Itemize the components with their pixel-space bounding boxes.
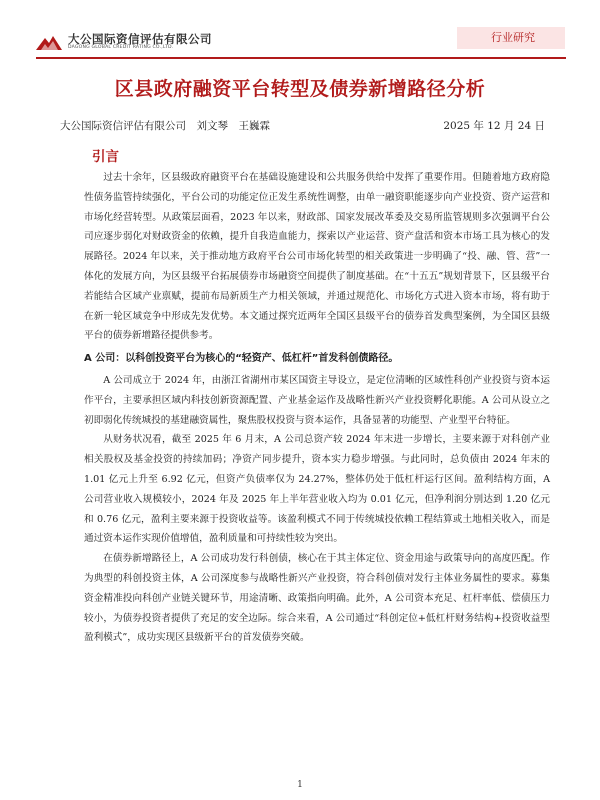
page-number: 1 xyxy=(297,780,303,790)
logo-icon xyxy=(36,34,62,50)
header-divider xyxy=(36,57,566,59)
page-title: 区县政府融资平台转型及债券新增路径分析 xyxy=(114,78,486,100)
paragraph: 从财务状况看，截至 2025 年 6 月末，A 公司总资产较 2024 年末进一步增长，主要来源于对科创产业相关股权及基金投资的持续加码；净资产同步提升，资本实力稳步增强。与此同时，总负债由 2024 年末的 1.01 亿元上升至 6.92 亿元，但资产负债率仅为 24.27%，整体仍处于低杠杆运行区间。盈利结构方面，A 公司营业收入规模较小，2024 年及 2025 年上半年营业收入均为 0.01 亿元，但净利润分别达到 1.20 亿元和 0.76 亿元，盈利主要来源于投资收益等。该盈利模式不同于传统城投依赖工程结算或土地相关收入，而是通过资本运作实现价值增值，盈利质量和可持续性较为突出。 xyxy=(84,434,550,545)
section-heading: 引言 xyxy=(92,149,119,165)
authors: 大公国际资信评估有限公司 刘文琴 王巍霖 xyxy=(60,120,270,132)
category-tag: 行业研究 xyxy=(457,27,565,49)
article-body xyxy=(84,168,550,648)
paragraph: A 公司成立于 2024 年，由浙江省湖州市某区国资主导设立，是定位清晰的区域性科创产业投资与资本运作平台，主要承担区域内科技创新资源配置、产业基金运作及战略性新兴产业投资孵化职能。A 公司从设立之初即弱化传统城投的基建融资属性，聚焦股权投资与资本运作，具备显著的功能型、产业型平台特征。 xyxy=(84,374,550,426)
byline xyxy=(60,118,545,133)
logo-cn-text: 大公国际资信评估有限公司 xyxy=(68,32,212,46)
subheading: A 公司：以科创投资平台为核心的“轻资产、低杠杆”首发科创债路径。 xyxy=(84,353,399,365)
company-logo xyxy=(36,33,212,51)
logo-en-text: DAGONG GLOBAL CREDIT RATING CO.,LTD. xyxy=(68,45,174,50)
paragraph: 过去十余年，区县级政府融资平台在基础设施建设和公共服务供给中发挥了重要作用。但随着地方政府隐性债务监管持续强化，平台公司的功能定位正发生系统性调整，由单一融资职能逐步向产业投资、资产运营和市场化经营转型。从政策层面看，2023 年以来，财政部、国家发展改革委及交易所监管规则多次强调平台公司应逐步弱化对财政资金的依赖，提升自我造血能力，探索以产业运营、资产盘活和资本市场工具为核心的发展路径。2024 年以来，关于推动地方政府平台公司市场化转型的相关政策进一步明确了“投、融、管、营”一体化的发展方向，为区县级平台拓展债券市场融资空间提供了制度基础。在“十五五”规划背景下，区县级平台若能结合区域产业禀赋，提前布局新质生产力相关领域，并通过规范化、市场化方式进入资本市场，将有助于在新一轮区域竞争中形成先发优势。本文通过探究近两年全国区县级平台的债券首发典型案例，为全国区县级平台的债券新增路径提供参考。 xyxy=(84,172,550,342)
page-header xyxy=(0,0,600,62)
publish-date: 2025 年 12 月 24 日 xyxy=(443,120,545,132)
paragraph: 在债券新增路径上，A 公司成功发行科创债，核心在于其主体定位、资金用途与政策导向的高度匹配。作为典型的科创投资主体，A 公司深度参与战略性新兴产业投资，符合科创债对发行主体业务属性的要求。募集资金精准投向科创产业链关键环节，用途清晰、政策指向明确。此外，A 公司资本充足、杠杆率低、偿债压力较小，为债券投资者提供了充足的安全边际。综合来看，A 公司通过“科创定位+低杠杆财务结构+投资收益型盈利模式”，成功实现区县级新平台的首发债券突破。 xyxy=(84,553,550,644)
